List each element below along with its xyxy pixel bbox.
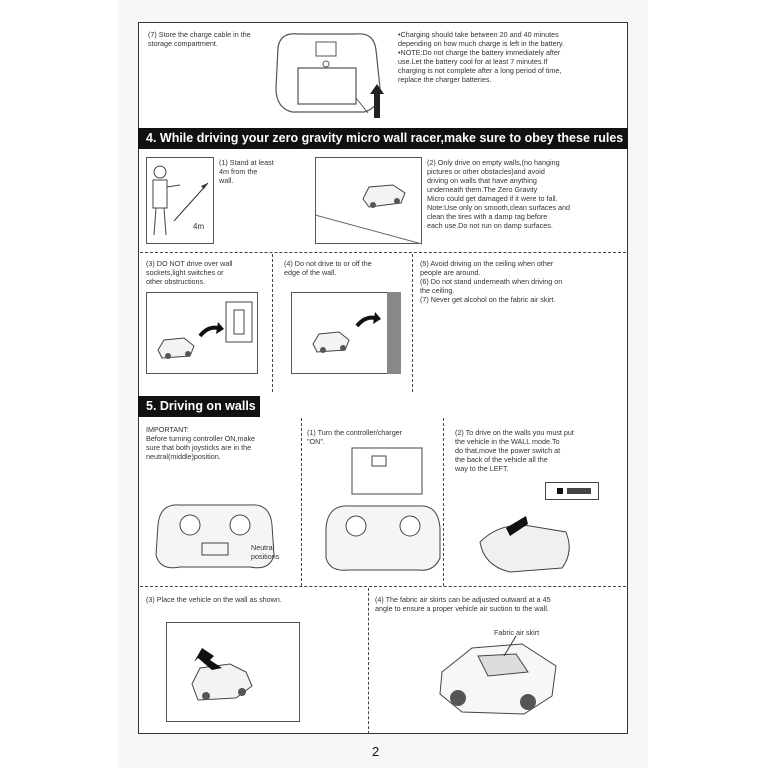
neutral-label: Neutral positions — [251, 543, 280, 561]
step1-text: (1) Turn the controller/charger "ON". — [307, 428, 403, 446]
divider — [140, 252, 626, 253]
divider — [443, 418, 444, 586]
important-note: IMPORTANT: Before turning controller ON,make sure that both joysticks are in the neutral(middle)position. — [146, 425, 256, 461]
car-air-skirt-icon — [432, 632, 564, 722]
car-place-icon — [166, 622, 300, 722]
fabric-label: Fabric air skirt — [494, 628, 540, 637]
step3-text: (3) Place the vehicle on the wall as shown. — [146, 595, 282, 604]
divider — [140, 586, 626, 587]
step4-text: (4) The fabric air skirts can be adjusted outward at a 45 angle to ensure a proper vehicle air suction to the wall. — [375, 595, 551, 613]
section5-header: 5. Driving on walls — [138, 396, 260, 417]
power-switch-icon — [545, 482, 599, 500]
arrow-up-icon — [370, 84, 384, 118]
section4-header: 4. While driving your zero gravity micro wall racer,make sure to obey these rules — [138, 128, 628, 149]
rule5-7-text: (5) Avoid driving on the ceiling when other people are around. (6) Do not stand underneath when driving on the ceiling. (7) Never get alcohol on the fabric air skirt. — [420, 259, 563, 304]
car-on-wall-icon — [315, 157, 422, 244]
divider — [412, 254, 413, 392]
car-socket-icon — [146, 292, 258, 374]
divider — [301, 418, 302, 586]
step2-text: (2) To drive on the walls you must put the vehicle in the WALL mode.To do that,move the power switch at the back of the vehicle all the way to the LEFT. — [455, 428, 574, 473]
controller-neutral-icon — [150, 495, 280, 575]
controller-on-icon — [322, 448, 442, 576]
page-number: 2 — [372, 744, 380, 759]
rule4-text: (4) Do not drive to or off the edge of the wall. — [284, 259, 372, 277]
rule3-text: (3) DO NOT drive over wall sockets,light switches or other obstructions. — [146, 259, 233, 286]
rule1-text: (1) Stand at least 4m from the wall. — [219, 158, 274, 185]
hand-switch-icon — [470, 502, 580, 582]
car-edge-icon — [291, 292, 401, 374]
rule2-text: (2) Only drive on empty walls,(no hanging pictures or other obstacles)and avoid driving on walls that have anything underneath them.The Zero Gravity Micro could get damaged if it were to fall. Note:Use only on smooth,clean surfaces and clean the tires with a damp rag before each use.Do not run on damp surfaces. — [427, 158, 571, 230]
charging-note: •Charging should take between 20 and 40 minutes depending on how much charge is left in the battery. •NOTE:Do not charge the battery immediately after use.Let the battery cool for at least 7 minutes.If charging is not complete after a long period of time, replace the charger batteries. — [398, 30, 565, 84]
distance-label: 4m — [193, 222, 205, 231]
step7-text: (7) Store the charge cable in the storage compartment. — [148, 30, 251, 48]
divider — [272, 254, 273, 392]
divider — [368, 588, 369, 734]
